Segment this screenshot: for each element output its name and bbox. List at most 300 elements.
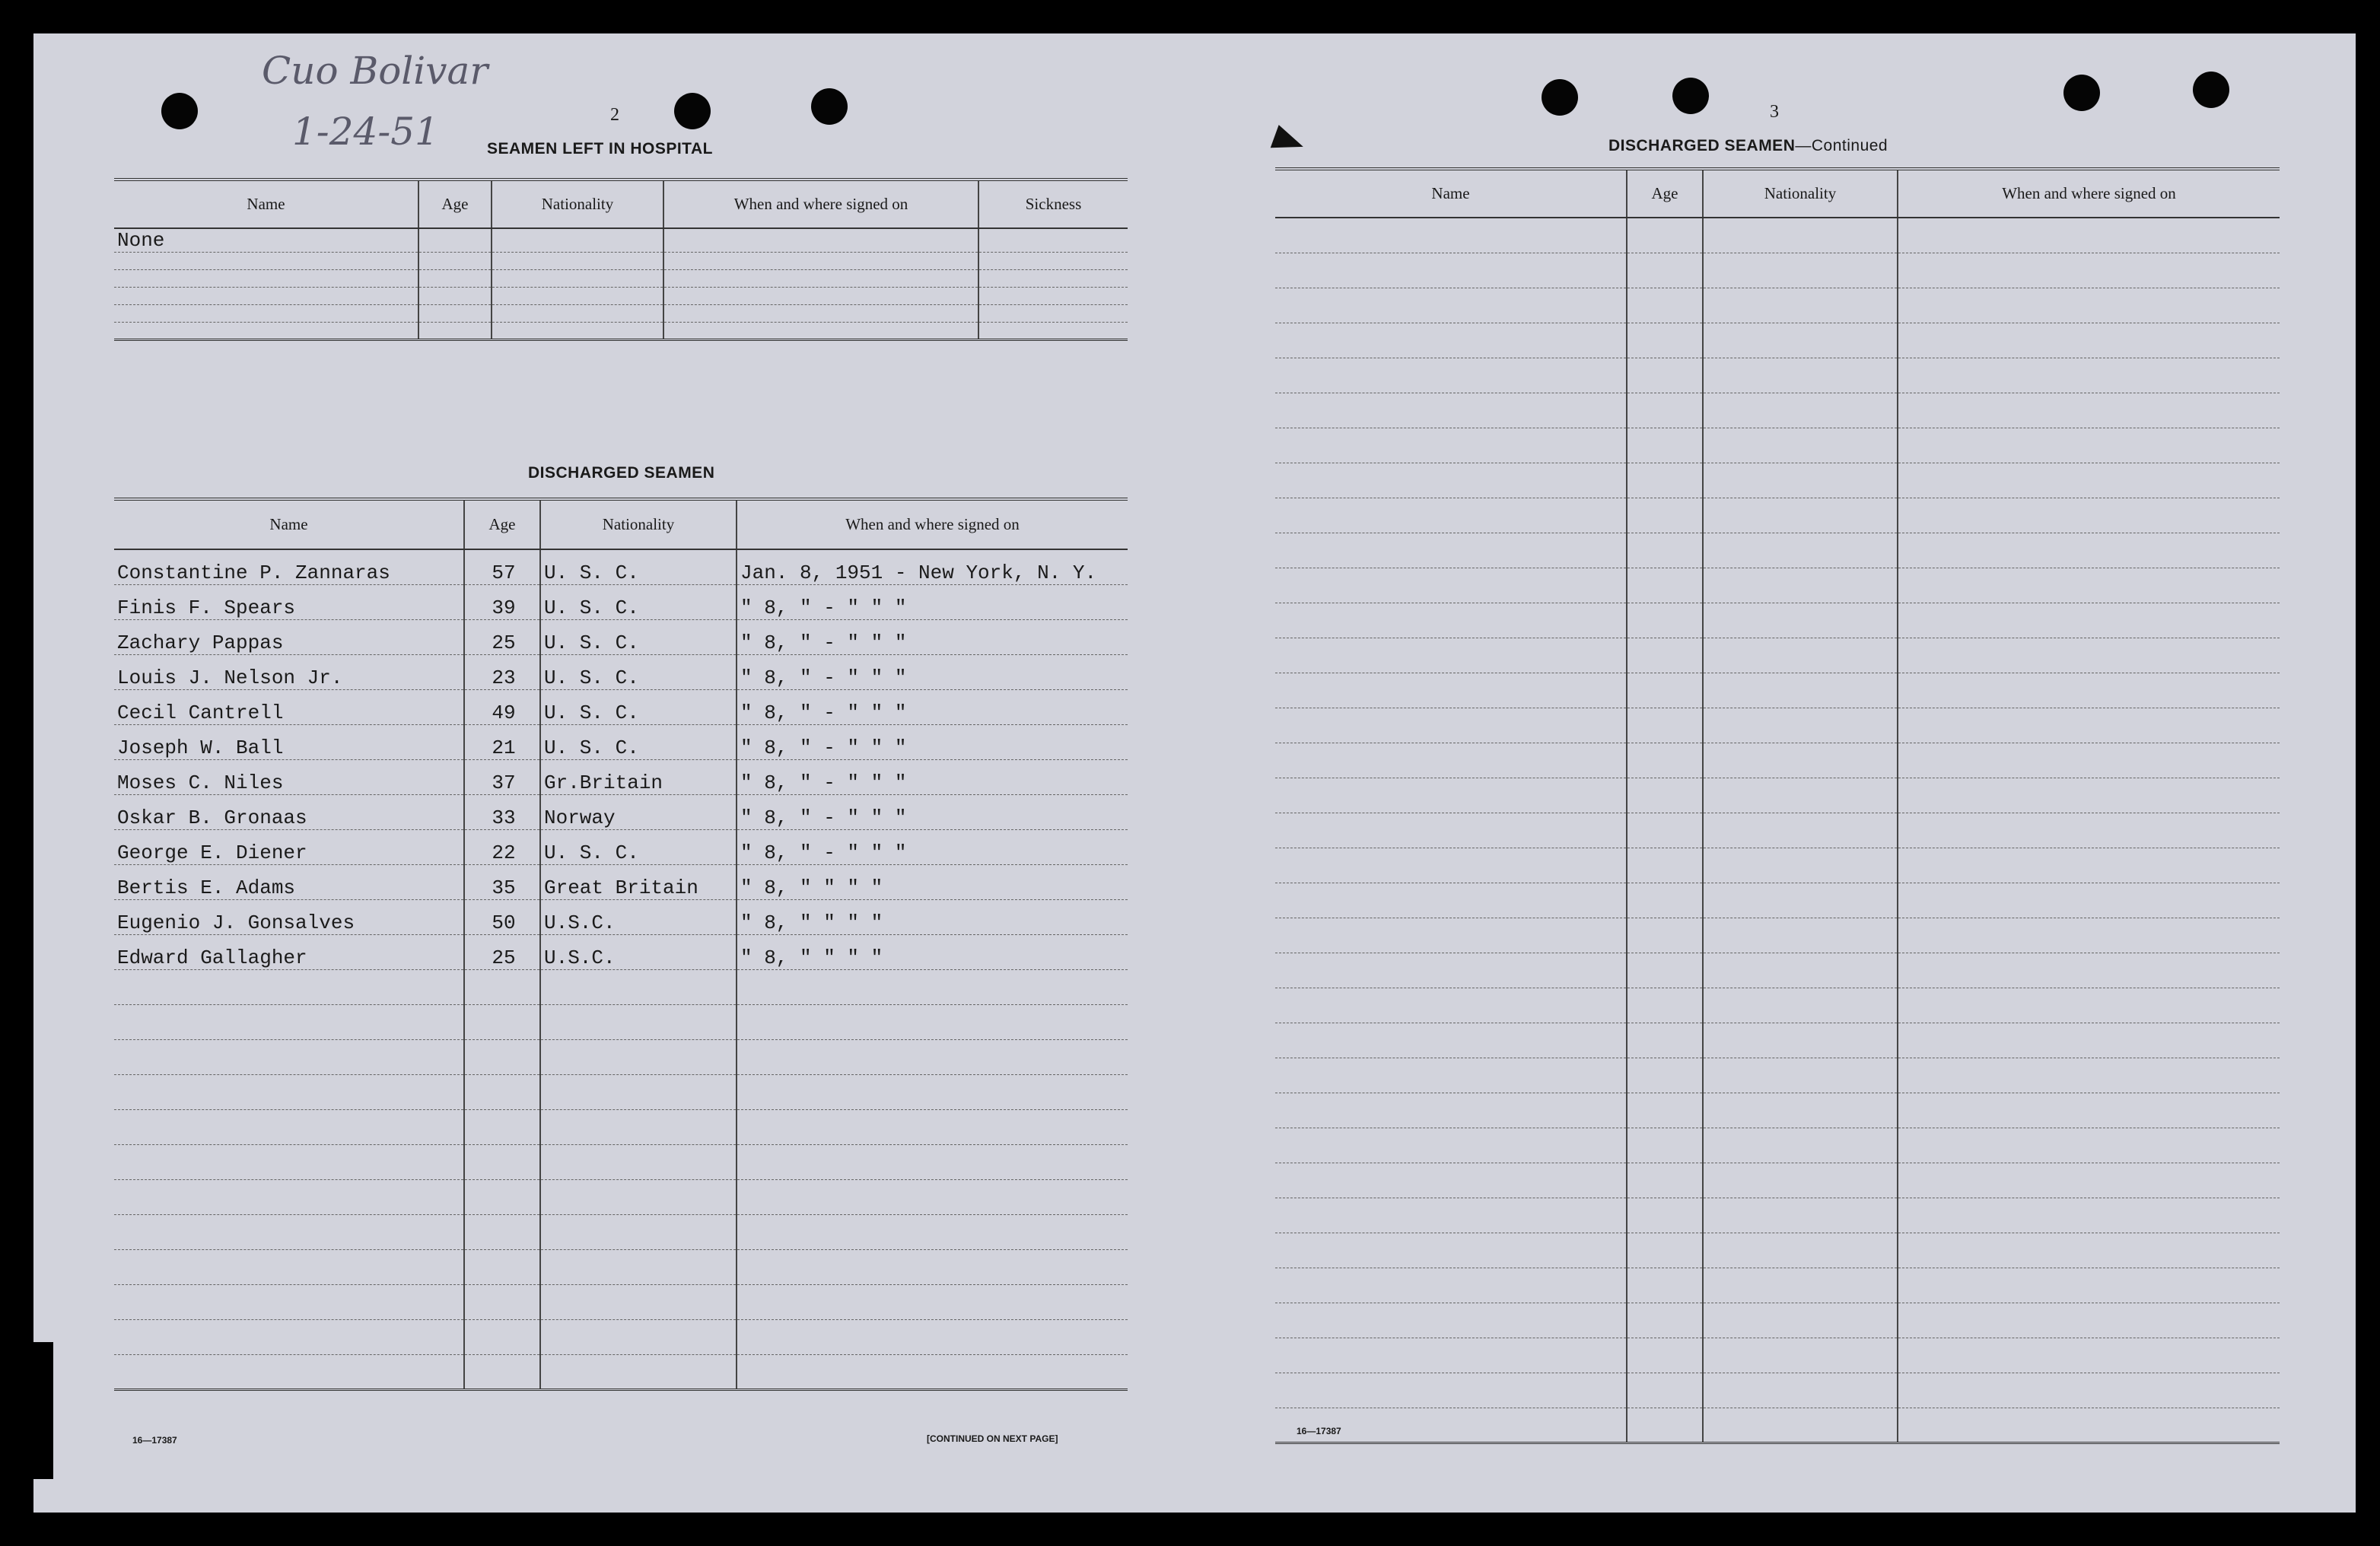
table-cell: 37	[464, 759, 540, 794]
table-row	[1275, 533, 2280, 568]
table-cell	[1703, 1233, 1898, 1268]
table-cell	[1275, 1233, 1627, 1268]
table-cell	[114, 1004, 464, 1039]
table-cell: " 8, " - " " "	[737, 759, 1128, 794]
table-cell	[1898, 1233, 2280, 1268]
table-cell: 35	[464, 864, 540, 899]
table-cell: U. S. C.	[540, 829, 737, 864]
table-cell	[492, 270, 663, 288]
table-cell	[1275, 323, 1627, 358]
table-row	[1275, 848, 2280, 883]
column-header-age: Age	[464, 499, 540, 549]
table-cell	[540, 1354, 737, 1389]
table-row	[114, 619, 1128, 654]
table-cell	[1898, 848, 2280, 883]
table-cell	[1703, 1198, 1898, 1233]
table-cell: U. S. C.	[540, 654, 737, 689]
table-cell	[1627, 1198, 1703, 1233]
table-cell	[1898, 918, 2280, 953]
table-cell	[1898, 813, 2280, 848]
table-cell	[1703, 533, 1898, 568]
table-cell	[1898, 1198, 2280, 1233]
table-cell	[1627, 953, 1703, 988]
table-cell	[1898, 218, 2280, 253]
table-cell: " 8, " - " " "	[737, 654, 1128, 689]
table-cell	[1275, 743, 1627, 778]
table-cell	[1627, 743, 1703, 778]
table-cell: Constantine P. Zannaras	[114, 549, 464, 584]
table-cell	[1627, 1093, 1703, 1128]
table-cell	[1627, 778, 1703, 813]
table-row	[1275, 813, 2280, 848]
table-cell	[1627, 1303, 1703, 1338]
continued-note: [CONTINUED ON NEXT PAGE]	[927, 1433, 1058, 1444]
table-cell	[1627, 1233, 1703, 1268]
table-cell	[1627, 288, 1703, 323]
table-cell	[1703, 1373, 1898, 1408]
table-cell	[114, 1039, 464, 1074]
table-row	[1275, 953, 2280, 988]
table-cell: " 8, " - " " "	[737, 584, 1128, 619]
table-cell	[1627, 603, 1703, 638]
table-cell	[1703, 743, 1898, 778]
column-header-signed-on: When and where signed on	[663, 180, 978, 228]
table-cell	[1898, 1023, 2280, 1058]
table-cell	[1275, 463, 1627, 498]
table-cell	[1898, 1408, 2280, 1443]
table-cell	[1703, 428, 1898, 463]
table-cell	[418, 323, 492, 340]
table-cell: Louis J. Nelson Jr.	[114, 654, 464, 689]
table-cell	[1703, 883, 1898, 918]
table-cell	[1627, 568, 1703, 603]
table-row	[114, 288, 1128, 305]
table-cell	[1627, 1338, 1703, 1373]
table-cell: Jan. 8, 1951 - New York, N. Y.	[737, 549, 1128, 584]
table-cell	[737, 969, 1128, 1004]
table-cell	[1275, 1408, 1627, 1443]
table-cell	[114, 270, 418, 288]
table-row	[1275, 218, 2280, 253]
table-cell: Moses C. Niles	[114, 759, 464, 794]
table-cell	[1703, 288, 1898, 323]
table-cell	[1898, 568, 2280, 603]
table-cell	[114, 1144, 464, 1179]
table-cell	[1275, 1058, 1627, 1093]
table-cell: U.S.C.	[540, 934, 737, 969]
table-cell	[1627, 428, 1703, 463]
table-row	[114, 1179, 1128, 1214]
table-cell	[492, 253, 663, 270]
table-cell: 25	[464, 934, 540, 969]
table-row	[114, 584, 1128, 619]
table-cell: 22	[464, 829, 540, 864]
column-header-signed-on: When and where signed on	[1898, 169, 2280, 218]
table-row	[1275, 568, 2280, 603]
table-cell	[663, 288, 978, 305]
table-cell	[1275, 1198, 1627, 1233]
table-cell	[1703, 1338, 1898, 1373]
table-cell	[1627, 1128, 1703, 1163]
table-cell	[1627, 1058, 1703, 1093]
table-cell	[1703, 253, 1898, 288]
table-cell	[1275, 498, 1627, 533]
table-cell	[1627, 1163, 1703, 1198]
table-cell	[737, 1319, 1128, 1354]
table-cell	[540, 969, 737, 1004]
table-cell	[1627, 673, 1703, 708]
table-row	[1275, 1023, 2280, 1058]
table-cell	[737, 1284, 1128, 1319]
table-cell	[1627, 498, 1703, 533]
table-cell	[978, 270, 1128, 288]
table-cell	[418, 253, 492, 270]
table-cell	[464, 1144, 540, 1179]
table-cell: U. S. C.	[540, 619, 737, 654]
table-cell: Edward Gallagher	[114, 934, 464, 969]
table-cell	[1703, 393, 1898, 428]
table-cell	[1275, 1163, 1627, 1198]
table-cell: U. S. C.	[540, 584, 737, 619]
table-cell	[1898, 463, 2280, 498]
table-row	[1275, 988, 2280, 1023]
table-cell	[737, 1074, 1128, 1109]
table-cell	[737, 1004, 1128, 1039]
table-row	[114, 759, 1128, 794]
table-cell	[1275, 848, 1627, 883]
table-cell	[1275, 988, 1627, 1023]
table-cell	[464, 1214, 540, 1249]
discharged-section-title: DISCHARGED SEAMEN	[528, 464, 715, 482]
table-cell: Bertis E. Adams	[114, 864, 464, 899]
table-cell	[540, 1249, 737, 1284]
table-row	[114, 654, 1128, 689]
table-cell	[1898, 1163, 2280, 1198]
table-cell	[114, 1109, 464, 1144]
table-cell	[114, 1354, 464, 1389]
table-row	[1275, 603, 2280, 638]
table-cell: Eugenio J. Gonsalves	[114, 899, 464, 934]
table-cell	[1703, 1303, 1898, 1338]
column-header-nationality: Nationality	[1703, 169, 1898, 218]
table-cell	[492, 288, 663, 305]
table-cell: " 8, " " " "	[737, 864, 1128, 899]
table-cell	[1627, 1373, 1703, 1408]
table-cell	[418, 270, 492, 288]
table-cell	[1627, 253, 1703, 288]
table-row	[114, 1144, 1128, 1179]
table-row	[114, 1214, 1128, 1249]
table-cell	[1275, 358, 1627, 393]
discharged-continued-title	[1608, 137, 1888, 155]
table-row	[1275, 743, 2280, 778]
table-cell	[737, 1179, 1128, 1214]
table-cell	[1275, 1023, 1627, 1058]
table-cell	[1703, 1023, 1898, 1058]
table-row	[114, 1284, 1128, 1319]
punch-hole	[1672, 78, 1709, 114]
table-row	[1275, 708, 2280, 743]
table-cell	[464, 969, 540, 1004]
table-cell	[978, 228, 1128, 253]
column-header-age: Age	[1627, 169, 1703, 218]
table-row	[114, 228, 1128, 253]
table-cell	[1703, 1128, 1898, 1163]
table-cell	[1898, 393, 2280, 428]
table-cell	[1898, 498, 2280, 533]
table-cell	[1627, 218, 1703, 253]
table-cell	[1898, 323, 2280, 358]
table-row	[1275, 1303, 2280, 1338]
table-cell	[663, 253, 978, 270]
table-cell	[114, 1074, 464, 1109]
table-cell: Oskar B. Gronaas	[114, 794, 464, 829]
table-row	[1275, 498, 2280, 533]
table-cell	[1898, 988, 2280, 1023]
table-cell	[1627, 708, 1703, 743]
form-number-left: 16—17387	[132, 1435, 177, 1446]
table-cell: 23	[464, 654, 540, 689]
table-cell	[1703, 918, 1898, 953]
table-row	[114, 1074, 1128, 1109]
table-row	[114, 253, 1128, 270]
table-cell	[1627, 533, 1703, 568]
table-cell	[492, 228, 663, 253]
column-header-sickness: Sickness	[978, 180, 1128, 228]
table-cell	[464, 1249, 540, 1284]
table-row	[114, 1109, 1128, 1144]
table-cell	[1898, 673, 2280, 708]
table-cell	[1898, 743, 2280, 778]
punch-hole	[674, 93, 711, 129]
table-cell	[540, 1214, 737, 1249]
hospital-section-title: SEAMEN LEFT IN HOSPITAL	[487, 140, 713, 157]
table-row	[114, 305, 1128, 323]
table-cell	[1703, 778, 1898, 813]
table-cell	[737, 1144, 1128, 1179]
page-edge-tab	[33, 1342, 53, 1479]
table-cell: Gr.Britain	[540, 759, 737, 794]
table-cell	[540, 1179, 737, 1214]
table-row	[1275, 1058, 2280, 1093]
table-cell	[114, 1319, 464, 1354]
table-cell	[492, 305, 663, 323]
table-row	[1275, 1163, 2280, 1198]
table-cell: 21	[464, 724, 540, 759]
table-cell	[114, 323, 418, 340]
table-row	[1275, 883, 2280, 918]
table-cell	[540, 1284, 737, 1319]
table-cell	[1627, 813, 1703, 848]
table-cell	[1898, 533, 2280, 568]
table-cell	[464, 1179, 540, 1214]
table-cell	[1275, 568, 1627, 603]
table-cell	[663, 323, 978, 340]
table-cell	[1898, 1128, 2280, 1163]
table-cell	[1898, 953, 2280, 988]
table-row	[114, 794, 1128, 829]
table-cell: 39	[464, 584, 540, 619]
column-header-nationality: Nationality	[540, 499, 737, 549]
table-cell: U. S. C.	[540, 724, 737, 759]
table-cell	[1703, 708, 1898, 743]
table-cell	[114, 305, 418, 323]
table-row	[114, 1249, 1128, 1284]
handwritten-note-name: Cuo Bolivar	[262, 49, 488, 93]
table-cell	[1898, 1058, 2280, 1093]
table-cell: " 8, " " " "	[737, 899, 1128, 934]
table-cell: None	[114, 228, 418, 253]
table-cell: 49	[464, 689, 540, 724]
table-cell	[1275, 778, 1627, 813]
table-cell	[1898, 288, 2280, 323]
column-header-nationality: Nationality	[492, 180, 663, 228]
table-cell	[1703, 463, 1898, 498]
table-cell: U. S. C.	[540, 549, 737, 584]
table-cell: 33	[464, 794, 540, 829]
table-row	[1275, 1408, 2280, 1443]
table-cell: U. S. C.	[540, 689, 737, 724]
table-cell	[1898, 708, 2280, 743]
table-cell	[1703, 1058, 1898, 1093]
table-cell: Great Britain	[540, 864, 737, 899]
table-cell	[540, 1144, 737, 1179]
table-row	[114, 270, 1128, 288]
table-cell	[1898, 1093, 2280, 1128]
table-cell	[464, 1074, 540, 1109]
table-cell: " 8, " - " " "	[737, 724, 1128, 759]
table-cell	[1275, 1093, 1627, 1128]
table-cell: " 8, " - " " "	[737, 829, 1128, 864]
table-cell	[1275, 1338, 1627, 1373]
table-row	[1275, 1128, 2280, 1163]
punch-hole	[161, 93, 198, 129]
table-cell	[1627, 638, 1703, 673]
table-cell	[1703, 1093, 1898, 1128]
table-cell	[1703, 1408, 1898, 1443]
table-cell: " 8, " " " "	[737, 934, 1128, 969]
table-cell	[1275, 428, 1627, 463]
table-cell	[1627, 883, 1703, 918]
table-cell	[1898, 253, 2280, 288]
table-cell	[1703, 358, 1898, 393]
punch-hole	[2063, 75, 2100, 111]
table-cell	[464, 1354, 540, 1389]
table-cell	[1898, 1373, 2280, 1408]
table-cell	[540, 1039, 737, 1074]
table-cell	[978, 305, 1128, 323]
table-row	[1275, 393, 2280, 428]
column-header-signed-on: When and where signed on	[737, 499, 1128, 549]
table-cell	[464, 1039, 540, 1074]
table-cell	[1275, 1268, 1627, 1303]
table-cell	[1275, 673, 1627, 708]
column-header-age: Age	[418, 180, 492, 228]
table-cell	[492, 323, 663, 340]
punch-hole	[2193, 72, 2229, 108]
table-cell	[1627, 463, 1703, 498]
table-cell	[540, 1319, 737, 1354]
table-row	[1275, 918, 2280, 953]
table-row	[114, 1039, 1128, 1074]
table-cell	[1275, 533, 1627, 568]
table-row	[1275, 428, 2280, 463]
table-cell	[978, 288, 1128, 305]
table-row	[114, 1354, 1128, 1389]
table-cell	[1275, 883, 1627, 918]
table-cell	[737, 1109, 1128, 1144]
table-cell: Finis F. Spears	[114, 584, 464, 619]
table-cell	[1627, 1268, 1703, 1303]
table-row	[1275, 1338, 2280, 1373]
table-cell	[1275, 918, 1627, 953]
table-cell	[1275, 1373, 1627, 1408]
table-cell	[1898, 638, 2280, 673]
table-cell	[540, 1004, 737, 1039]
table-cell	[1898, 428, 2280, 463]
discharged-table	[114, 498, 1128, 1391]
table-cell	[1627, 358, 1703, 393]
table-row	[1275, 1093, 2280, 1128]
table-cell	[1703, 1163, 1898, 1198]
table-cell	[1627, 323, 1703, 358]
page-number-left: 2	[610, 105, 619, 125]
table-cell	[1898, 1338, 2280, 1373]
table-cell: Cecil Cantrell	[114, 689, 464, 724]
table-cell	[418, 228, 492, 253]
table-cell	[737, 1249, 1128, 1284]
table-row	[114, 724, 1128, 759]
table-cell	[418, 288, 492, 305]
table-row	[1275, 1198, 2280, 1233]
table-cell	[464, 1284, 540, 1319]
column-header-name: Name	[114, 499, 464, 549]
table-cell	[1898, 1268, 2280, 1303]
table-row	[1275, 463, 2280, 498]
table-row	[114, 1004, 1128, 1039]
table-row	[1275, 358, 2280, 393]
table-row	[114, 899, 1128, 934]
punch-hole	[1542, 79, 1578, 116]
table-cell	[540, 1074, 737, 1109]
table-cell	[978, 253, 1128, 270]
table-row	[114, 969, 1128, 1004]
table-cell: U.S.C.	[540, 899, 737, 934]
table-cell: " 8, " - " " "	[737, 689, 1128, 724]
table-cell	[1275, 708, 1627, 743]
table-cell	[540, 1109, 737, 1144]
table-cell	[1703, 953, 1898, 988]
table-cell	[1275, 218, 1627, 253]
table-cell	[1703, 1268, 1898, 1303]
table-cell	[737, 1354, 1128, 1389]
table-cell	[464, 1004, 540, 1039]
table-cell	[663, 305, 978, 323]
table-cell	[1703, 218, 1898, 253]
table-cell	[1275, 288, 1627, 323]
table-cell	[1898, 358, 2280, 393]
table-cell	[114, 253, 418, 270]
table-cell	[1275, 1128, 1627, 1163]
table-cell: Zachary Pappas	[114, 619, 464, 654]
table-cell	[737, 1039, 1128, 1074]
table-cell	[1703, 568, 1898, 603]
table-row	[1275, 673, 2280, 708]
table-row	[114, 549, 1128, 584]
punch-hole	[811, 88, 848, 125]
table-cell	[464, 1109, 540, 1144]
continued-suffix: —Continued	[1795, 137, 1888, 154]
